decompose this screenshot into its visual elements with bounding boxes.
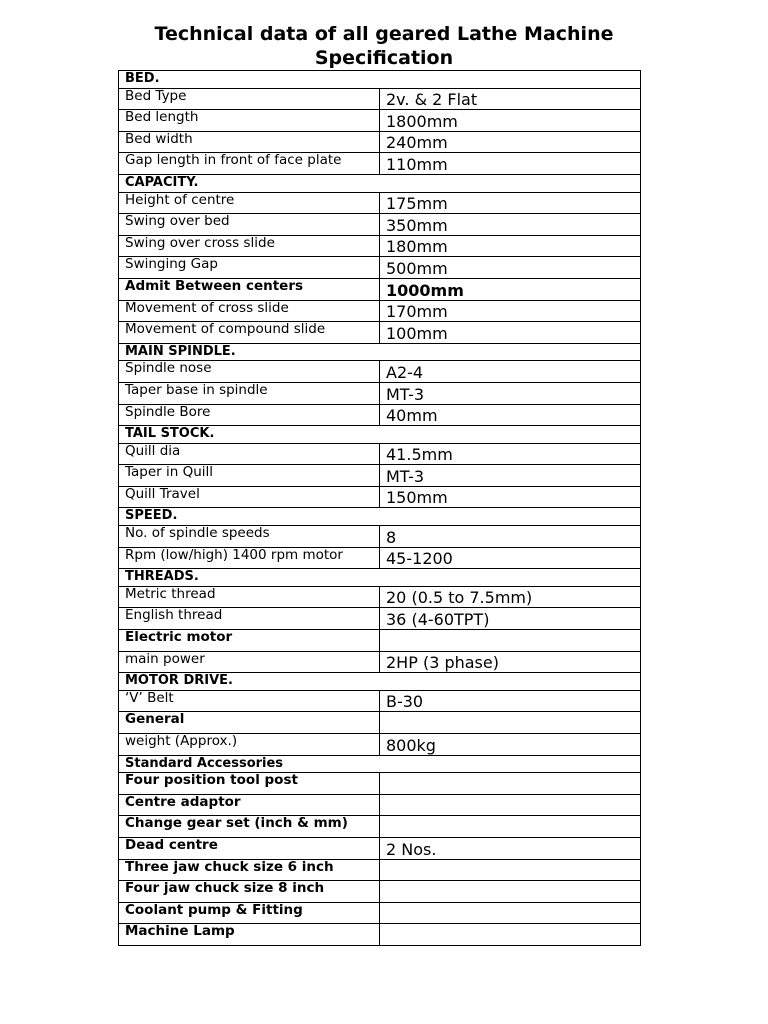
section-heading: BED. xyxy=(119,71,641,89)
spec-value xyxy=(380,773,641,795)
spec-label: Bed length xyxy=(119,110,380,132)
spec-value: 100mm xyxy=(380,322,641,344)
spec-row xyxy=(119,88,641,110)
section-header-row xyxy=(119,673,641,691)
spec-value xyxy=(380,924,641,946)
spec-row xyxy=(119,192,641,214)
spec-row xyxy=(119,586,641,608)
spec-value: B-30 xyxy=(380,690,641,712)
title-line-1: Technical data of all geared Lathe Machine xyxy=(154,23,614,45)
spec-row xyxy=(119,859,641,881)
spec-row xyxy=(119,794,641,816)
spec-label: Metric thread xyxy=(119,586,380,608)
spec-value: A2-4 xyxy=(380,361,641,383)
spec-row xyxy=(119,816,641,838)
spec-label: English thread xyxy=(119,608,380,630)
spec-value: 500mm xyxy=(380,257,641,279)
spec-row xyxy=(119,773,641,795)
spec-value: 1800mm xyxy=(380,110,641,132)
section-header-row xyxy=(119,71,641,89)
spec-value: 350mm xyxy=(380,214,641,236)
spec-label: Bed width xyxy=(119,131,380,153)
spec-label: Height of centre xyxy=(119,192,380,214)
spec-value: 2v. & 2 Flat xyxy=(380,88,641,110)
spec-value: 800kg xyxy=(380,734,641,756)
section-header-row xyxy=(119,343,641,361)
spec-row xyxy=(119,131,641,153)
section-header-row xyxy=(119,508,641,526)
spec-value: 45-1200 xyxy=(380,547,641,569)
spec-row xyxy=(119,690,641,712)
spec-label: Admit Between centers xyxy=(119,278,380,300)
spec-row xyxy=(119,153,641,175)
spec-value: 240mm xyxy=(380,131,641,153)
spec-row xyxy=(119,404,641,426)
spec-value: 2 Nos. xyxy=(380,837,641,859)
section-heading: THREADS. xyxy=(119,569,641,587)
spec-label: Electric motor xyxy=(119,630,380,652)
section-header-row xyxy=(119,174,641,192)
spec-value xyxy=(380,816,641,838)
spec-row xyxy=(119,382,641,404)
spec-value: 175mm xyxy=(380,192,641,214)
section-heading: MOTOR DRIVE. xyxy=(119,673,641,691)
spec-value: MT-3 xyxy=(380,465,641,487)
spec-label: Dead centre xyxy=(119,837,380,859)
spec-row xyxy=(119,235,641,257)
spec-label: Spindle nose xyxy=(119,361,380,383)
spec-label: Machine Lamp xyxy=(119,924,380,946)
spec-value: 180mm xyxy=(380,235,641,257)
spec-row xyxy=(119,881,641,903)
section-heading: Standard Accessories xyxy=(119,755,641,773)
spec-value xyxy=(380,794,641,816)
spec-table xyxy=(118,70,641,946)
spec-value: 20 (0.5 to 7.5mm) xyxy=(380,586,641,608)
spec-label: Taper base in spindle xyxy=(119,382,380,404)
section-header-row xyxy=(119,426,641,444)
spec-label: Coolant pump & Fitting xyxy=(119,902,380,924)
spec-row xyxy=(119,465,641,487)
spec-label: Four jaw chuck size 8 inch xyxy=(119,881,380,903)
spec-row xyxy=(119,924,641,946)
section-header-row xyxy=(119,755,641,773)
spec-label: Bed Type xyxy=(119,88,380,110)
spec-value xyxy=(380,902,641,924)
page-title xyxy=(0,22,768,70)
spec-value: 170mm xyxy=(380,300,641,322)
spec-value: 2HP (3 phase) xyxy=(380,651,641,673)
spec-label: Spindle Bore xyxy=(119,404,380,426)
spec-value: 41.5mm xyxy=(380,443,641,465)
spec-row xyxy=(119,278,641,300)
spec-row xyxy=(119,651,641,673)
spec-label: Rpm (low/high) 1400 rpm motor xyxy=(119,547,380,569)
spec-value xyxy=(380,859,641,881)
spec-row xyxy=(119,526,641,548)
spec-label: main power xyxy=(119,651,380,673)
spec-label: Swinging Gap xyxy=(119,257,380,279)
spec-label: Gap length in front of face plate xyxy=(119,153,380,175)
spec-value xyxy=(380,712,641,734)
title-line-2: Specification xyxy=(314,47,454,69)
spec-label: Movement of cross slide xyxy=(119,300,380,322)
spec-row xyxy=(119,443,641,465)
spec-row xyxy=(119,837,641,859)
spec-row xyxy=(119,361,641,383)
spec-label: Swing over bed xyxy=(119,214,380,236)
spec-row xyxy=(119,110,641,132)
spec-row xyxy=(119,630,641,652)
spec-label: Quill Travel xyxy=(119,486,380,508)
spec-label: weight (Approx.) xyxy=(119,734,380,756)
section-heading: SPEED. xyxy=(119,508,641,526)
spec-label: ‘V’ Belt xyxy=(119,690,380,712)
spec-row xyxy=(119,902,641,924)
spec-label: Quill dia xyxy=(119,443,380,465)
spec-value xyxy=(380,630,641,652)
spec-row xyxy=(119,486,641,508)
spec-label: Swing over cross slide xyxy=(119,235,380,257)
spec-value: 40mm xyxy=(380,404,641,426)
spec-value: 8 xyxy=(380,526,641,548)
spec-label: Three jaw chuck size 6 inch xyxy=(119,859,380,881)
spec-row xyxy=(119,300,641,322)
spec-label: Taper in Quill xyxy=(119,465,380,487)
spec-row xyxy=(119,257,641,279)
spec-label: Centre adaptor xyxy=(119,794,380,816)
spec-value xyxy=(380,881,641,903)
spec-label: General xyxy=(119,712,380,734)
section-heading: TAIL STOCK. xyxy=(119,426,641,444)
section-heading: MAIN SPINDLE. xyxy=(119,343,641,361)
spec-row xyxy=(119,712,641,734)
spec-table-body xyxy=(119,71,641,946)
spec-row xyxy=(119,608,641,630)
spec-value: 150mm xyxy=(380,486,641,508)
spec-label: Movement of compound slide xyxy=(119,322,380,344)
spec-row xyxy=(119,547,641,569)
spec-label: Change gear set (inch & mm) xyxy=(119,816,380,838)
spec-value: 110mm xyxy=(380,153,641,175)
spec-label: No. of spindle speeds xyxy=(119,526,380,548)
spec-value: 1000mm xyxy=(380,278,641,300)
spec-row xyxy=(119,734,641,756)
section-heading: CAPACITY. xyxy=(119,174,641,192)
spec-value: MT-3 xyxy=(380,382,641,404)
section-header-row xyxy=(119,569,641,587)
spec-row xyxy=(119,214,641,236)
spec-row xyxy=(119,322,641,344)
spec-value: 36 (4-60TPT) xyxy=(380,608,641,630)
spec-label: Four position tool post xyxy=(119,773,380,795)
